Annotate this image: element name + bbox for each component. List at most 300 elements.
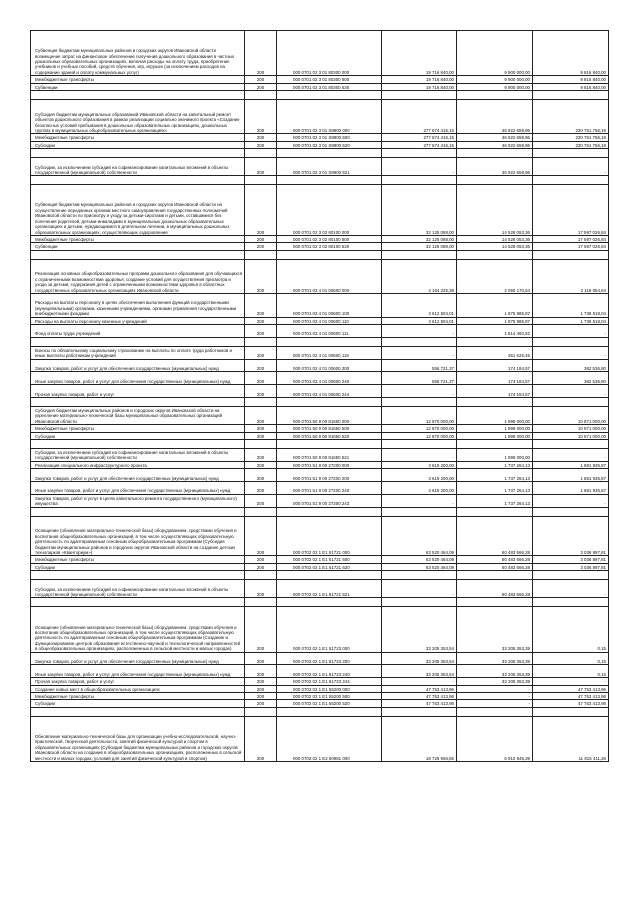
table-row [31, 83, 609, 90]
spacer-cell [31, 598, 245, 607]
spacer-cell [277, 337, 382, 346]
spacer-cell [457, 250, 533, 259]
spacer-cell [277, 250, 382, 259]
row-executed-cell: 1 999 000,00 [457, 425, 533, 432]
row-code-cell: 200 [245, 158, 277, 176]
spacer-cell [382, 176, 457, 185]
row-remaining-cell: 9 816 840,00 [533, 83, 609, 90]
row-code-cell: 200 [245, 449, 277, 462]
row-approved-cell: 19 716 840,00 [382, 83, 457, 90]
row-remaining-cell: 17 597 026,84 [533, 243, 609, 250]
row-remaining-cell: 9 816 840,00 [533, 76, 609, 83]
row-kbk-cell: 000 0701 02 3 01 S8900 521 [277, 158, 382, 176]
spacer-cell [277, 90, 382, 99]
row-code-cell: 200 [245, 141, 277, 148]
table-row [31, 449, 609, 462]
row-remaining-cell: - [533, 580, 609, 598]
row-name-cell: Иные закупки товаров, работ и услуг для обеспечения государственных (муниципальных) нужд [31, 372, 245, 385]
row-name-cell: Оснащение (обновление материально-технической базы) оборудованием, средствами обучения и воспитания общеобразовательных организаций, в том числе осуществляющих образовательную деятельность по адаптированным основным общеобразовательным программам (Создание и функционирование центров образования естественно-научной и технологической направленностей в общеобразовательных организациях, расположенных в сельской местности и малых городах) [31, 607, 245, 652]
row-name-cell: Межбюджетные трансферты [31, 425, 245, 432]
row-approved-cell: 277 674 416,15 [382, 99, 457, 133]
table-row [31, 185, 609, 236]
table-row [31, 385, 609, 398]
spacer-cell [382, 598, 457, 607]
row-approved-cell: 4 164 225,38 [382, 259, 457, 293]
row-kbk-cell: 000 0701 02 3 01 80300 530 [277, 83, 382, 90]
row-remaining-cell: 0,15 [533, 665, 609, 678]
row-remaining-cell: 382 536,80 [533, 372, 609, 385]
row-code-cell: 200 [245, 259, 277, 293]
row-name-cell: Субсидии [31, 563, 245, 570]
row-name-cell: Субсидии [31, 432, 245, 439]
spacer-cell [533, 337, 609, 346]
row-code-cell: 200 [245, 556, 277, 563]
row-approved-cell: 556 721,37 [382, 359, 457, 372]
row-kbk-cell: 000 0701 02 3 01 S8900 000 [277, 99, 382, 133]
table-row [31, 652, 609, 665]
row-code-cell: 200 [245, 700, 277, 707]
row-executed-cell: 9 900 000,00 [457, 76, 533, 83]
spacer-cell [382, 571, 457, 580]
spacer-cell [457, 507, 533, 516]
row-name-cell: Закупка товаров, работ и услуг для обеспечения государственных (муниципальных) нужд [31, 469, 245, 482]
row-name-cell: Субсидии, за исключением субсидий на софинансирование капитальных вложений в объекты государственной (муниципальной) собственности [31, 580, 245, 598]
row-approved-cell: 3 619 200,00 [382, 469, 457, 482]
spacer-cell [245, 250, 277, 259]
row-code-cell: 200 [245, 359, 277, 372]
row-approved-cell: 19 716 840,00 [382, 76, 457, 83]
row-approved-cell: - [382, 494, 457, 507]
row-name-cell: Межбюджетные трансферты [31, 76, 245, 83]
row-approved-cell: 3 612 504,01 [382, 317, 457, 324]
row-executed-cell: 6 910 545,39 [457, 716, 533, 761]
spacer-cell [277, 507, 382, 516]
row-code-cell: 200 [245, 716, 277, 761]
spacer-row [31, 598, 609, 607]
table-row [31, 346, 609, 359]
row-remaining-cell: 10 871 000,00 [533, 432, 609, 439]
table-row [31, 482, 609, 495]
row-kbk-cell: 000 0701 02 3 01 S8900 500 [277, 134, 382, 141]
row-approved-cell: - [382, 678, 457, 685]
row-executed-cell: - [457, 685, 533, 692]
row-name-cell: Межбюджетные трансферты [31, 556, 245, 563]
spacer-cell [245, 707, 277, 716]
row-name-cell: Субсидия бюджетам муниципальных образований Ивановской области на капитальный ремонт объектов дошкольного образования в рамках реализации социально значимого проекта «Создание безопасных условий пребывания в дошкольных образовательных организациях, дошкольных группах в муниципальных общеобразовательных организациях» [31, 99, 245, 133]
row-code-cell: 200 [245, 461, 277, 468]
spacer-cell [533, 250, 609, 259]
row-approved-cell: 277 674 416,15 [382, 134, 457, 141]
row-executed-cell: 46 922 659,96 [457, 141, 533, 148]
row-kbk-cell: 000 0701 02 3 02 80100 530 [277, 243, 382, 250]
row-remaining-cell: - [533, 346, 609, 359]
row-remaining-cell: 230 751 756,19 [533, 99, 609, 133]
spacer-row [31, 440, 609, 449]
table-row [31, 134, 609, 141]
row-code-cell: 200 [245, 607, 277, 652]
spacer-cell [382, 707, 457, 716]
row-code-cell: 200 [245, 580, 277, 598]
row-name-cell: Взносы по обязательному социальному страхованию на выплаты по оплате труда работников и иные выплаты работникам учреждений [31, 346, 245, 359]
spacer-row [31, 337, 609, 346]
spacer-cell [382, 90, 457, 99]
row-executed-cell: 33 205 353,39 [457, 665, 533, 678]
row-executed-cell: 60 483 566,28 [457, 563, 533, 570]
spacer-cell [277, 598, 382, 607]
row-remaining-cell: 382 536,80 [533, 359, 609, 372]
spacer-cell [457, 707, 533, 716]
row-remaining-cell: 2 119 054,84 [533, 259, 609, 293]
row-approved-cell: 3 619 200,00 [382, 461, 457, 468]
row-name-cell: Создание новых мест в общеобразовательных организациях [31, 685, 245, 692]
row-remaining-cell: 230 751 756,19 [533, 141, 609, 148]
row-name-cell: Оснащение (обновление материально-технической базы) оборудованием, средствами обучения и воспитания общеобразовательных организаций, в том числе осуществляющих образовательную деятельность по адаптированным основным общеобразовательным программам (Субсидия бюджетам муниципальных районов и городских округов Ивановской области на создание детских технопарков «Кванториум») [31, 516, 245, 556]
row-kbk-cell: 000 0701 02 3 02 80100 000 [277, 185, 382, 236]
row-approved-cell: 32 125 088,00 [382, 243, 457, 250]
row-remaining-cell: - [533, 449, 609, 462]
table-row [31, 235, 609, 242]
row-approved-cell: 12 870 000,00 [382, 425, 457, 432]
table-row [31, 516, 609, 556]
row-approved-cell: 63 520 464,09 [382, 563, 457, 570]
spacer-cell [277, 571, 382, 580]
row-kbk-cell: 000 0701 02 3 01 S8900 520 [277, 141, 382, 148]
row-name-cell: Прочая закупка товаров, работ и услуг [31, 385, 245, 398]
table-row [31, 685, 609, 692]
table-row [31, 76, 609, 83]
row-kbk-cell: 000 0701 50 9 00 81650 500 [277, 425, 382, 432]
row-kbk-cell: 000 0701 02 4 01 00600 240 [277, 372, 382, 385]
spacer-cell [533, 176, 609, 185]
row-kbk-cell: 000 0702 02 1 E1 55200 520 [277, 700, 382, 707]
row-code-cell: 200 [245, 516, 277, 556]
row-approved-cell: 18 725 956,65 [382, 716, 457, 761]
row-approved-cell: 32 125 088,00 [382, 235, 457, 242]
row-name-cell: Субвенция бюджетам муниципальных районов и городских округов Ивановской области на осуществление переданных органам местного самоуправления государственных полномочий Ивановской области по присмотру и уходу за детьми-сиротами и детьми, оставшимися без попечения родителей, детьми-инвалидами в муниципальных дошкольных образовательных организациях и детьми, нуждающимися в длительном лечении, в муниципальных дошкольных образовательных организациях, осуществляющих оздоровление [31, 185, 245, 236]
spacer-cell [31, 90, 245, 99]
table-row [31, 563, 609, 570]
row-approved-cell: 556 721,37 [382, 372, 457, 385]
row-kbk-cell: 000 0702 02 1 E1 55200 000 [277, 685, 382, 692]
table-row [31, 359, 609, 372]
spacer-row [31, 250, 609, 259]
row-executed-cell: 1 737 264,13 [457, 469, 533, 482]
row-code-cell: 200 [245, 317, 277, 324]
spacer-cell [245, 507, 277, 516]
row-code-cell: 200 [245, 432, 277, 439]
table-row [31, 317, 609, 324]
row-name-cell: Закупка товаров, работ и услуг в целях капитального ремонта государственного (муниципального) имущества [31, 494, 245, 507]
table-row [31, 692, 609, 699]
row-approved-cell: 12 870 000,00 [382, 432, 457, 439]
row-remaining-cell: 3 036 897,81 [533, 563, 609, 570]
row-executed-cell: 1 737 264,13 [457, 482, 533, 495]
row-name-cell: Субсидия бюджетам муниципальных районов и городских округов Ивановской области на укрепление материально-технической базы муниципальных образовательных организаций Ивановской области [31, 407, 245, 425]
row-executed-cell: 60 483 566,28 [457, 556, 533, 563]
spacer-cell [457, 398, 533, 407]
row-remaining-cell: - [533, 678, 609, 685]
row-code-cell: 200 [245, 325, 277, 338]
spacer-cell [457, 598, 533, 607]
spacer-cell [382, 440, 457, 449]
row-kbk-cell: 000 0701 51 9 00 27200 240 [277, 482, 382, 495]
row-name-cell: Реализация основных общеобразовательных программ дошкольного образования для обучающихся с ограниченными возможностями здоровья, создание условий для осуществления присмотра и ухода за детьми, содержания детей с ограниченными возможностями здоровья в областных государственных образовательных организациях Ивановской области [31, 259, 245, 293]
row-approved-cell: - [382, 325, 457, 338]
spacer-row [31, 398, 609, 407]
table-row [31, 243, 609, 250]
row-kbk-cell: 000 0701 50 9 00 81650 000 [277, 407, 382, 425]
row-name-cell: Субвенции [31, 243, 245, 250]
row-remaining-cell: 47 753 413,96 [533, 700, 609, 707]
row-executed-cell: 1 737 264,13 [457, 494, 533, 507]
spacer-cell [457, 337, 533, 346]
row-name-cell: Межбюджетные трансферты [31, 692, 245, 699]
row-approved-cell: 63 520 464,09 [382, 556, 457, 563]
row-approved-cell: 47 753 413,96 [382, 700, 457, 707]
spacer-cell [277, 398, 382, 407]
row-code-cell: 200 [245, 652, 277, 665]
table-row [31, 716, 609, 761]
spacer-cell [533, 571, 609, 580]
row-kbk-cell: 000 0702 02 1 E1 51721 000 [277, 516, 382, 556]
spacer-cell [277, 176, 382, 185]
row-approved-cell: 3 612 504,01 [382, 294, 457, 318]
row-remaining-cell: 17 597 026,84 [533, 235, 609, 242]
row-approved-cell: - [382, 385, 457, 398]
spacer-cell [31, 507, 245, 516]
table-row [31, 259, 609, 293]
row-name-cell: Субсидии [31, 141, 245, 148]
row-executed-cell: 33 205 353,39 [457, 678, 533, 685]
spacer-cell [31, 149, 245, 158]
row-remaining-cell: - [533, 385, 609, 398]
table-row [31, 294, 609, 318]
row-code-cell: 200 [245, 494, 277, 507]
spacer-cell [533, 90, 609, 99]
row-executed-cell: 14 528 053,36 [457, 243, 533, 250]
row-approved-cell: 33 205 353,54 [382, 665, 457, 678]
spacer-cell [31, 571, 245, 580]
row-executed-cell: 33 205 353,39 [457, 607, 533, 652]
spacer-cell [245, 176, 277, 185]
spacer-cell [245, 90, 277, 99]
spacer-cell [31, 337, 245, 346]
row-executed-cell: 1 737 264,13 [457, 461, 533, 468]
row-kbk-cell: 000 0701 02 4 01 00600 244 [277, 385, 382, 398]
row-approved-cell: 32 125 088,00 [382, 185, 457, 236]
row-remaining-cell: 17 597 026,84 [533, 185, 609, 236]
spacer-cell [533, 440, 609, 449]
row-approved-cell: 33 205 353,54 [382, 652, 457, 665]
row-kbk-cell: 000 0701 02 4 01 00600 119 [277, 346, 382, 359]
row-executed-cell: 46 922 659,96 [457, 134, 533, 141]
row-kbk-cell: 000 0702 02 1 E2 50981 000 [277, 716, 382, 761]
row-kbk-cell: 000 0702 02 1 E1 55200 500 [277, 692, 382, 699]
row-approved-cell: - [382, 346, 457, 359]
row-approved-cell: 33 205 353,54 [382, 607, 457, 652]
row-kbk-cell: 000 0701 02 4 01 00600 200 [277, 359, 382, 372]
row-kbk-cell: 000 0701 51 9 00 27200 200 [277, 469, 382, 482]
spacer-row [31, 90, 609, 99]
spacer-cell [457, 149, 533, 158]
row-executed-cell: 1 999 000,00 [457, 432, 533, 439]
row-name-cell: Субвенция бюджетам муниципальных районов и городских округов Ивановской области возмещение затрат на финансовое обеспечение получения дошкольного образования в частных дошкольных образовательных организациях, включая расходы на оплату труда, приобретение учебников и учебных пособий, средств обучения, игр, игрушек (за исключением расходов на содержание зданий и оплату коммунальных услуг) [31, 31, 245, 76]
spacer-row [31, 707, 609, 716]
spacer-cell [382, 398, 457, 407]
row-code-cell: 200 [245, 563, 277, 570]
spacer-cell [533, 507, 609, 516]
row-code-cell: 200 [245, 243, 277, 250]
spacer-cell [457, 90, 533, 99]
spacer-cell [31, 250, 245, 259]
row-code-cell: 200 [245, 31, 277, 76]
row-code-cell: 200 [245, 235, 277, 242]
row-code-cell: 200 [245, 83, 277, 90]
row-remaining-cell: 9 816 840,00 [533, 31, 609, 76]
table-row [31, 469, 609, 482]
row-remaining-cell: 47 753 413,96 [533, 692, 609, 699]
row-name-cell: Прочая закупка товаров, работ и услуг [31, 678, 245, 685]
row-remaining-cell: 1 881 935,87 [533, 469, 609, 482]
row-code-cell: 200 [245, 346, 277, 359]
spacer-row [31, 571, 609, 580]
table-row [31, 407, 609, 425]
row-approved-cell: 12 870 000,00 [382, 407, 457, 425]
row-executed-cell: 46 922 659,96 [457, 99, 533, 133]
row-remaining-cell: 1 881 935,87 [533, 461, 609, 468]
row-remaining-cell: 10 871 000,00 [533, 407, 609, 425]
row-name-cell: Закупка товаров, работ и услуг для обеспечения государственных (муниципальных) нужд [31, 359, 245, 372]
row-code-cell: 200 [245, 99, 277, 133]
row-code-cell: 200 [245, 425, 277, 432]
row-kbk-cell: 000 0701 02 3 01 80300 500 [277, 76, 382, 83]
spacer-cell [533, 598, 609, 607]
table-row [31, 665, 609, 678]
row-approved-cell: 63 520 464,09 [382, 516, 457, 556]
spacer-cell [533, 398, 609, 407]
row-kbk-cell: 000 0701 51 9 00 27200 243 [277, 494, 382, 507]
budget-table [30, 30, 609, 762]
row-remaining-cell: 1 736 518,04 [533, 294, 609, 318]
row-remaining-cell: - [533, 158, 609, 176]
row-executed-cell: 1 999 000,00 [457, 407, 533, 425]
row-name-cell: Расходы на выплаты персоналу в целях обеспечения выполнения функций государственными (муниципальными) органами, казенными учреждениями, органами управления государственными внебюджетными фондами [31, 294, 245, 318]
table-row [31, 372, 609, 385]
row-name-cell: Субсидии, за исключением субсидий на софинансирование капитальных вложений в объекты государственной (муниципальной) собственности [31, 158, 245, 176]
table-row [31, 31, 609, 76]
row-name-cell: Межбюджетные трансферты [31, 235, 245, 242]
row-remaining-cell: 47 753 413,96 [533, 685, 609, 692]
row-executed-cell: 14 528 053,36 [457, 235, 533, 242]
spacer-cell [245, 398, 277, 407]
row-code-cell: 200 [245, 685, 277, 692]
spacer-cell [457, 571, 533, 580]
spacer-cell [245, 571, 277, 580]
row-code-cell: 200 [245, 692, 277, 699]
spacer-cell [382, 507, 457, 516]
row-remaining-cell: - [533, 325, 609, 338]
table-row [31, 700, 609, 707]
row-name-cell: Субсидии, за исключением субсидий на софинансирование капитальных вложений в объекты государственной (муниципальной) собственности [31, 449, 245, 462]
table-row [31, 494, 609, 507]
row-remaining-cell: 10 871 000,00 [533, 425, 609, 432]
row-code-cell: 200 [245, 134, 277, 141]
spacer-cell [382, 250, 457, 259]
row-name-cell: Фонд оплаты труда учреждений [31, 325, 245, 338]
spacer-cell [245, 440, 277, 449]
row-code-cell: 200 [245, 678, 277, 685]
table-row [31, 607, 609, 652]
spacer-cell [382, 337, 457, 346]
row-remaining-cell: 230 751 756,19 [533, 134, 609, 141]
spacer-row [31, 149, 609, 158]
row-executed-cell: 1 999 000,00 [457, 449, 533, 462]
row-executed-cell: 1 514 460,52 [457, 325, 533, 338]
row-approved-cell: - [382, 580, 457, 598]
spacer-cell [382, 149, 457, 158]
row-name-cell: Иные закупки товаров, работ и услуг для обеспечения государственных (муниципальных) нужд [31, 482, 245, 495]
spacer-cell [31, 440, 245, 449]
spacer-cell [533, 707, 609, 716]
row-executed-cell: 1 875 985,97 [457, 294, 533, 318]
row-remaining-cell: 0,15 [533, 652, 609, 665]
row-kbk-cell: 000 0701 02 3 01 80300 000 [277, 31, 382, 76]
spacer-row [31, 176, 609, 185]
table-row [31, 432, 609, 439]
table-row [31, 461, 609, 468]
row-executed-cell: - [457, 692, 533, 699]
table-row [31, 141, 609, 148]
row-kbk-cell: 000 0701 50 9 00 81650 520 [277, 432, 382, 439]
row-kbk-cell: 000 0702 02 1 E1 51723 200 [277, 652, 382, 665]
row-name-cell: Межбюджетные трансферты [31, 134, 245, 141]
row-name-cell: Расходы на выплаты персоналу казенных учреждений [31, 317, 245, 324]
row-kbk-cell: 000 0702 02 1 E1 51721 520 [277, 563, 382, 570]
row-executed-cell: - [457, 700, 533, 707]
row-name-cell: Реализация специального инфраструктурного проекта [31, 461, 245, 468]
spacer-cell [245, 598, 277, 607]
row-remaining-cell: 1 881 935,87 [533, 482, 609, 495]
row-remaining-cell: - [533, 494, 609, 507]
row-kbk-cell: 000 0701 51 9 00 27200 000 [277, 461, 382, 468]
row-executed-cell: 60 483 566,28 [457, 516, 533, 556]
row-executed-cell: 174 184,57 [457, 372, 533, 385]
row-executed-cell: 9 900 000,00 [457, 83, 533, 90]
row-approved-cell: 3 619 200,00 [382, 482, 457, 495]
row-executed-cell: 60 483 566,28 [457, 580, 533, 598]
spacer-row [31, 507, 609, 516]
row-name-cell: Обновление материально-технической базы для организации учебно-исследовательской, научно-практической, творческой деятельности, занятий физической культурой и спортом в образовательных организациях (Субсидия бюджетам муниципальных районов и городских округов Ивановской области на создание в общеобразовательных организациях, расположенных в сельской местности и малых городах, условий для занятий физической культурой и спортом) [31, 716, 245, 761]
spacer-cell [277, 707, 382, 716]
row-kbk-cell: 000 0701 02 4 01 00600 000 [277, 259, 382, 293]
row-approved-cell: - [382, 158, 457, 176]
table-row [31, 325, 609, 338]
row-kbk-cell: 000 0701 02 3 02 80100 500 [277, 235, 382, 242]
row-name-cell: Иные закупки товаров, работ и услуг для обеспечения государственных (муниципальных) нужд [31, 665, 245, 678]
row-kbk-cell: 000 0701 50 9 00 81650 521 [277, 449, 382, 462]
row-remaining-cell: 11 815 411,26 [533, 716, 609, 761]
row-code-cell: 200 [245, 372, 277, 385]
row-code-cell: 200 [245, 482, 277, 495]
row-kbk-cell: 000 0702 02 1 E1 51723 240 [277, 665, 382, 678]
row-code-cell: 200 [245, 665, 277, 678]
row-name-cell: Субвенции [31, 83, 245, 90]
row-kbk-cell: 000 0702 02 1 E1 51723 000 [277, 607, 382, 652]
row-remaining-cell: 0,15 [533, 607, 609, 652]
table-row [31, 678, 609, 685]
row-kbk-cell: 000 0701 02 4 01 00600 110 [277, 317, 382, 324]
spacer-cell [533, 149, 609, 158]
